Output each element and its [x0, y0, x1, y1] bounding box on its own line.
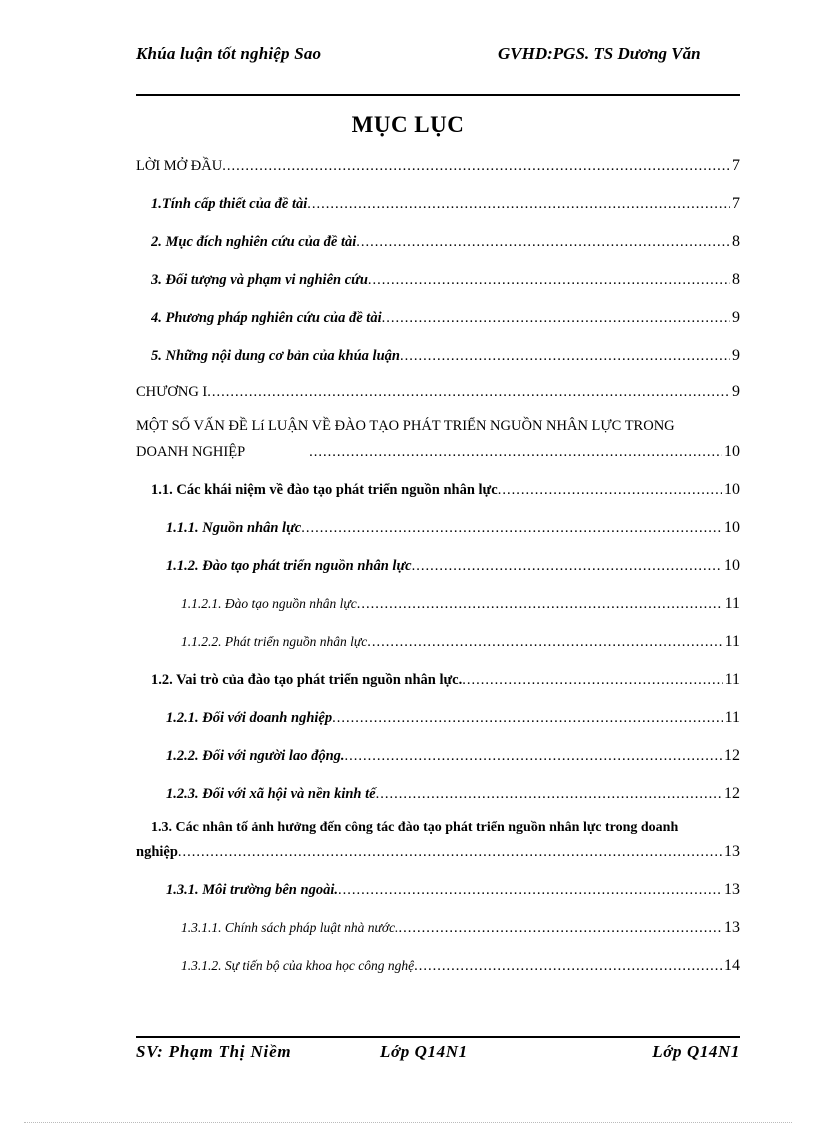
- toc-entry: [181, 956, 740, 976]
- toc-label: 1.3.1. Môi trường bên ngoài.: [166, 882, 338, 898]
- toc-label: DOANH NGHIỆP: [136, 444, 246, 460]
- toc-leader: [178, 842, 722, 862]
- toc-leader: [414, 956, 722, 976]
- toc-page-number: 9: [732, 383, 740, 400]
- toc-page-number: 11: [724, 671, 740, 688]
- toc-leader: [367, 632, 722, 652]
- header-advisor: GVHD:PGS. TS Dương Văn: [498, 44, 701, 63]
- toc-entry: [166, 556, 740, 576]
- page-footer: [136, 1036, 740, 1068]
- toc-entry: [166, 746, 740, 766]
- toc-entry: [181, 632, 740, 652]
- toc-page-number: 12: [724, 747, 740, 764]
- toc-entry: [151, 308, 740, 328]
- toc-label: 1.2.2. Đối với người lao động.: [166, 748, 345, 764]
- toc-entry: [136, 842, 740, 862]
- toc-label: 1.1.2.1. Đào tạo nguồn nhân lực: [181, 596, 357, 611]
- toc-entry: [136, 156, 740, 176]
- toc-page-number: 7: [732, 195, 740, 212]
- toc-label: 1.3.1.2. Sự tiến bộ của khoa học công nghệ: [181, 958, 415, 973]
- toc-label: 1.Tính cấp thiết của đề tài: [151, 196, 308, 212]
- toc-label: CHƯƠNG I: [136, 384, 208, 400]
- toc-entry: [181, 594, 740, 614]
- toc-leader: [309, 442, 722, 462]
- toc-leader: [398, 918, 722, 938]
- toc-page-number: 10: [724, 443, 740, 460]
- toc-leader: [345, 746, 722, 766]
- page-header: [136, 42, 740, 96]
- toc-label: 1.1. Các khái niệm về đào tạo phát triển nguồn nhân lực: [151, 482, 498, 498]
- toc-chapter-heading-line1: MỘT SỐ VẤN ĐỀ Lí LUẬN VỀ ĐÀO TẠO PHÁT TRIỂN NGUỒN NHÂN LỰC TRONG: [136, 418, 675, 434]
- toc-leader: [332, 708, 723, 728]
- toc-entry: [136, 382, 740, 402]
- toc-entry: [151, 480, 740, 500]
- toc-entry: [166, 518, 740, 538]
- toc-label: 3. Đối tượng và phạm vi nghiên cứu: [151, 272, 368, 288]
- toc-page-number: 8: [732, 271, 740, 288]
- header-thesis-title: Khúa luận tốt nghiệp Sao: [136, 44, 322, 63]
- toc-leader: [307, 194, 730, 214]
- toc-label: 1.2.1. Đối với doanh nghiệp: [166, 710, 333, 726]
- toc-leader: [412, 556, 722, 576]
- toc-page-number: 13: [724, 843, 740, 860]
- toc-page-number: 14: [724, 957, 740, 974]
- toc-label: LỜI MỞ ĐẦU: [136, 158, 223, 174]
- toc-label: 1.1.2. Đào tạo phát triển nguồn nhân lực: [166, 558, 412, 574]
- toc-page-number: 13: [724, 881, 740, 898]
- toc-section-heading-line1: 1.3. Các nhân tố ảnh hưởng đến công tác đào tạo phát triển nguồn nhân lực trong doanh: [151, 820, 679, 835]
- toc-label: nghiệp: [136, 844, 178, 860]
- footer-class-middle: Lớp Q14N1: [380, 1042, 468, 1061]
- toc-page-number: 10: [724, 481, 740, 498]
- toc-page-number: 11: [724, 709, 740, 726]
- toc-page-number: 12: [724, 785, 740, 802]
- toc-leader: [498, 480, 722, 500]
- toc-page-number: 7: [732, 157, 740, 174]
- toc-entry: [151, 270, 740, 290]
- toc-entry: [166, 880, 740, 900]
- toc-page-number: 11: [724, 595, 740, 612]
- toc-label: 1.2.3. Đối với xã hội và nền kinh tế: [166, 786, 376, 802]
- toc-entry: [136, 442, 740, 462]
- toc-page-number: 10: [724, 519, 740, 536]
- toc-label: 2. Mục đích nghiên cứu của đề tài: [151, 234, 357, 250]
- toc-leader: [357, 594, 723, 614]
- toc-page-number: 13: [724, 919, 740, 936]
- toc-page-number: 9: [732, 309, 740, 326]
- footer-class-right: Lớp Q14N1: [652, 1042, 740, 1061]
- toc-entry: [151, 232, 740, 252]
- toc-leader: [207, 382, 730, 402]
- toc-page-number: 11: [724, 633, 740, 650]
- toc-leader: [376, 784, 722, 804]
- toc-label: 1.1.2.2. Phát triển nguồn nhân lực: [181, 634, 368, 649]
- toc-page-number: 10: [724, 557, 740, 574]
- toc-entry: [166, 784, 740, 804]
- toc-leader: [382, 308, 730, 328]
- toc-leader: [222, 156, 730, 176]
- toc-entry: [166, 708, 740, 728]
- toc-entry: [151, 194, 740, 214]
- toc-leader: [338, 880, 722, 900]
- toc-label: 4. Phương pháp nghiên cứu của đề tài: [151, 310, 382, 326]
- toc-leader: [301, 518, 722, 538]
- toc-entry: [151, 670, 740, 690]
- toc-label: 1.1.1. Nguồn nhân lực: [166, 520, 302, 536]
- toc-page-number: 8: [732, 233, 740, 250]
- toc-label: 1.3.1.1. Chính sách pháp luật nhà nước.: [181, 920, 399, 935]
- toc-entry: [181, 918, 740, 938]
- toc-label: 5. Những nội dung cơ bản của khúa luận: [151, 348, 400, 364]
- page-title: MỤC LỤC: [351, 112, 465, 137]
- toc-leader: [356, 232, 730, 252]
- toc-entry: [151, 346, 740, 366]
- footer-student-name: SV: Phạm Thị Niềm: [136, 1042, 292, 1061]
- toc-label: 1.2. Vai trò của đào tạo phát triển nguồn nhân lực.: [151, 672, 463, 688]
- toc-leader: [462, 670, 722, 690]
- toc-page-number: 9: [732, 347, 740, 364]
- toc-leader: [400, 346, 730, 366]
- toc-leader: [368, 270, 730, 290]
